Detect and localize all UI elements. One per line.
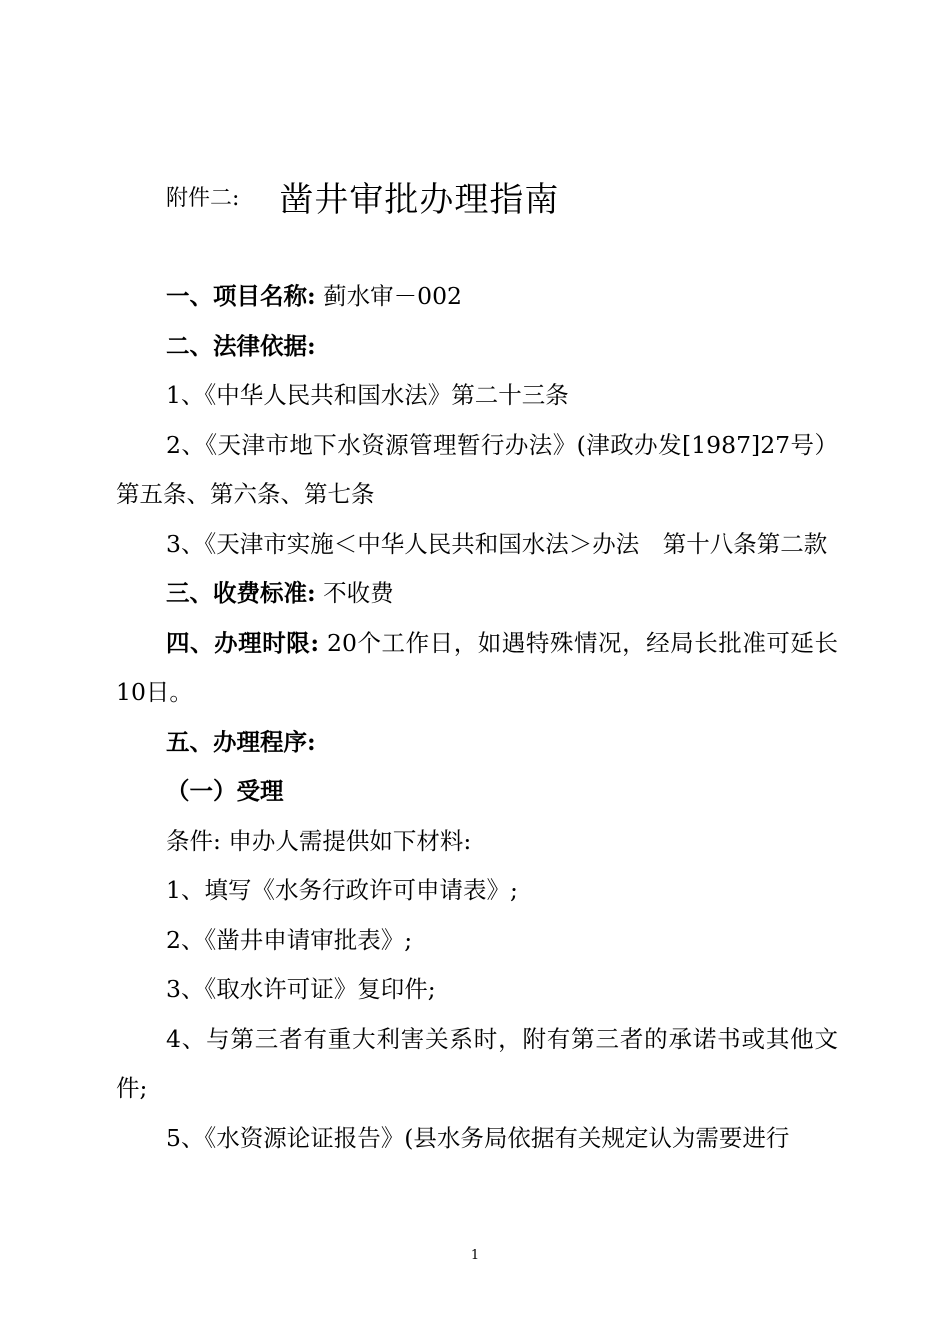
document-title: 凿井审批办理指南: [279, 180, 560, 220]
time-limit-label: 四、办理时限:: [166, 628, 319, 657]
material-item-5: 5、《水资源论证报告》(县水务局依据有关规定认为需要进行: [166, 1123, 790, 1152]
legal-basis-item-1: 1、《中华人民共和国水法》第二十三条: [166, 381, 569, 409]
procedure-heading: 五、办理程序:: [166, 727, 316, 756]
legal-basis-item-2: 2、《天津市地下水资源管理暂行办法》(津政办发[1987]27号）第五条、第六条、第七条: [116, 430, 838, 508]
conditions-paragraph: 条件: 申办人需提供如下材料:: [166, 826, 472, 855]
project-name-value: 蓟水审－002: [315, 282, 463, 310]
time-limit-paragraph: [116, 619, 838, 718]
legal-basis-heading: 二、法律依据:: [166, 331, 316, 360]
fee-paragraph: [116, 569, 838, 619]
time-limit-value: 20个工作日，如遇特殊情况，经局长批准可延长10日。: [116, 628, 838, 706]
material-item-2: 2、《凿井申请审批表》;: [166, 925, 413, 954]
material-item-4: 4、与第三者有重大利害关系时，附有第三者的承诺书或其他文件;: [116, 1024, 838, 1102]
project-name-paragraph: [116, 272, 838, 322]
attachment-label: 附件二:: [166, 186, 240, 211]
material-item-1: 1、填写《水务行政许可申请表》;: [166, 876, 518, 904]
fee-value: 不收费: [315, 579, 394, 607]
title-line: [166, 172, 559, 221]
page-number: 1: [470, 1248, 480, 1263]
document-body: [116, 272, 838, 1163]
fee-label: 三、收费标准:: [166, 579, 316, 607]
material-item-3: 3、《取水许可证》复印件;: [166, 975, 436, 1003]
project-name-label: 一、项目名称:: [166, 282, 316, 310]
step-acceptance-heading: （一）受理: [166, 777, 284, 805]
legal-basis-item-3: 3、《天津市实施＜中华人民共和国水法＞办法 第十八条第二款: [166, 529, 828, 558]
